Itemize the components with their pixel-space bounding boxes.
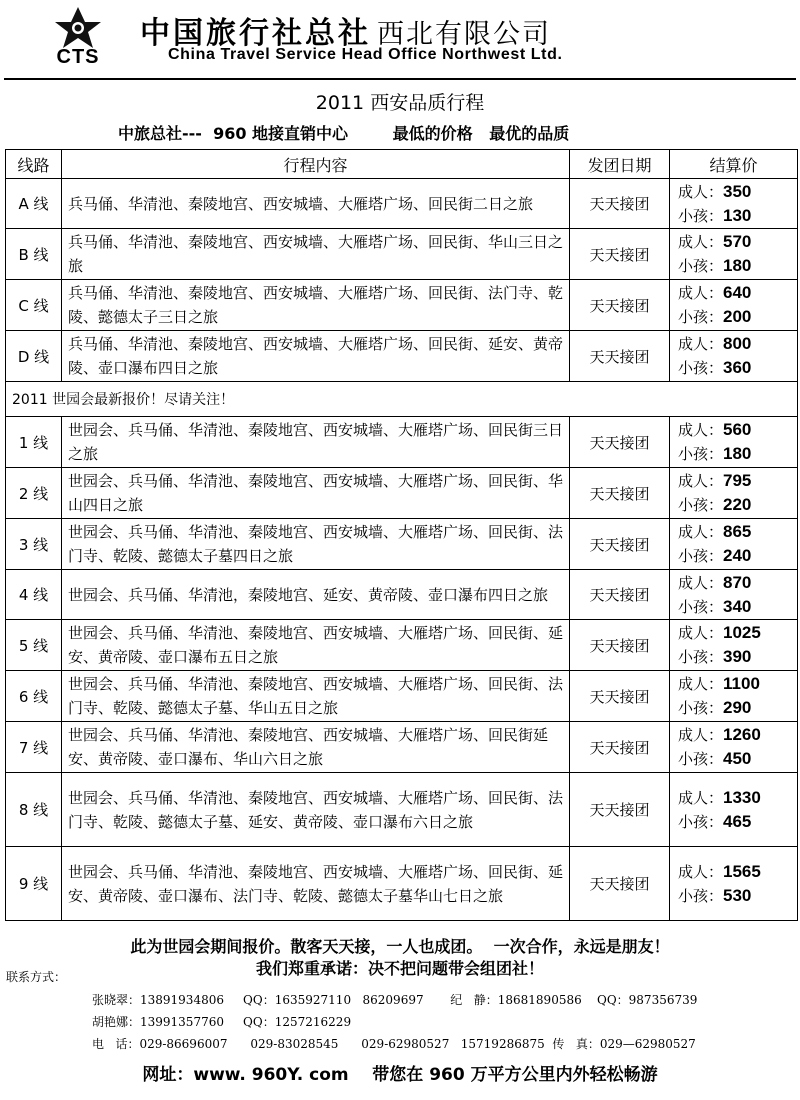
adult-price [678, 281, 797, 305]
adult-price [678, 332, 797, 356]
route-departure: 天天接团 [570, 570, 670, 620]
table-header-row [6, 150, 798, 179]
route-price [670, 417, 798, 468]
child-price [678, 884, 797, 908]
table-row [6, 417, 798, 468]
table-row [6, 847, 798, 921]
route-name: 8 线 [6, 773, 62, 847]
route-itinerary: 兵马俑、华清池、秦陵地宫、西安城墙、大雁塔广场、回民街、华山三日之旅 [62, 229, 570, 280]
child-price [678, 595, 797, 619]
contact-label: 联系方式： [6, 970, 67, 984]
child-label: 小孩： [678, 445, 724, 463]
slogan: 中旅总社--- 960 地接直销中心 最低的价格 最优的品质 [118, 124, 570, 143]
route-departure: 天天接团 [570, 671, 670, 722]
adult-label: 成人： [678, 472, 724, 490]
adult-price-value: 800 [723, 334, 752, 353]
child-label: 小孩： [678, 257, 724, 275]
route-price [670, 570, 798, 620]
child-price-value: 450 [723, 749, 752, 768]
adult-price [678, 571, 797, 595]
route-name: D 线 [6, 331, 62, 382]
adult-price-value: 1260 [723, 725, 761, 744]
child-label: 小孩： [678, 206, 724, 225]
adult-label: 成人： [678, 624, 724, 642]
child-label: 小孩： [678, 547, 724, 565]
company-name-main: 中国旅行社总社 [140, 16, 371, 51]
child-price [678, 442, 797, 466]
table-row [6, 722, 798, 773]
child-label: 小孩： [678, 597, 724, 616]
adult-price-value: 1330 [723, 787, 761, 807]
child-price-value: 130 [723, 205, 752, 225]
notice-row [6, 382, 798, 417]
letterhead [0, 0, 800, 78]
child-price-value: 530 [723, 885, 752, 905]
route-name: A 线 [6, 179, 62, 229]
adult-label: 成人： [678, 335, 724, 353]
child-price-value: 390 [723, 647, 752, 666]
company-name-sub: 西北有限公司 [377, 19, 551, 50]
table-row [6, 280, 798, 331]
routes-table [5, 149, 798, 921]
table-row [6, 229, 798, 280]
route-price [670, 620, 798, 671]
route-itinerary: 兵马俑、华清池、秦陵地宫、西安城墙、大雁塔广场、回民街、法门寺、乾陵、懿德太子三日之旅 [62, 280, 570, 331]
header-itinerary: 行程内容 [62, 150, 570, 179]
child-label: 小孩： [678, 699, 724, 717]
adult-price-value: 570 [723, 232, 752, 251]
route-departure: 天天接团 [570, 847, 670, 921]
child-label: 小孩： [678, 886, 724, 905]
child-price-value: 340 [723, 596, 752, 616]
logo-text: CTS [56, 46, 100, 68]
child-price [678, 544, 797, 568]
route-departure: 天天接团 [570, 179, 670, 229]
child-price [678, 810, 797, 834]
child-price-value: 200 [723, 307, 752, 326]
company-name-en: China Travel Service Head Office Northwest Ltd. [168, 46, 563, 63]
table-row [6, 620, 798, 671]
star-icon [46, 6, 110, 50]
table-row [6, 773, 798, 847]
route-itinerary: 世园会、兵马俑、华清池，秦陵地宫、延安、黄帝陵、壶口瀑布四日之旅 [62, 570, 570, 620]
adult-label: 成人： [678, 421, 724, 439]
adult-price-value: 865 [723, 522, 752, 541]
route-price [670, 468, 798, 519]
route-itinerary: 世园会、兵马俑、华清池、秦陵地宫、西安城墙、大雁塔广场、回民街、法门寺、乾陵、懿德太子墓、延安、黄帝陵、壶口瀑布六日之旅 [62, 773, 570, 847]
route-name: 1 线 [6, 417, 62, 468]
child-price [678, 645, 797, 669]
route-departure: 天天接团 [570, 280, 670, 331]
adult-label: 成人： [678, 862, 724, 881]
adult-label: 成人： [678, 726, 724, 744]
route-departure: 天天接团 [570, 722, 670, 773]
header-price: 结算价 [670, 150, 798, 179]
adult-price [678, 418, 797, 442]
child-label: 小孩： [678, 750, 724, 768]
route-departure: 天天接团 [570, 229, 670, 280]
route-itinerary: 世园会、兵马俑、华清池、秦陵地宫、西安城墙、大雁塔广场、回民街三日之旅 [62, 417, 570, 468]
table-row [6, 671, 798, 722]
route-departure: 天天接团 [570, 773, 670, 847]
header-divider [4, 78, 796, 80]
route-itinerary: 世园会、兵马俑、华清池、秦陵地宫、西安城墙、大雁塔广场、回民街、延安、黄帝陵、壶口瀑布五日之旅 [62, 620, 570, 671]
table-row [6, 179, 798, 229]
adult-label: 成人： [678, 284, 724, 302]
adult-price [678, 786, 797, 810]
adult-price-value: 795 [723, 471, 752, 490]
route-price [670, 179, 798, 229]
child-price-value: 360 [723, 358, 752, 377]
route-name: C 线 [6, 280, 62, 331]
table-row [6, 468, 798, 519]
routes-group-b [6, 417, 798, 921]
route-departure: 天天接团 [570, 519, 670, 570]
child-label: 小孩： [678, 648, 724, 666]
route-name: 7 线 [6, 722, 62, 773]
route-itinerary: 世园会、兵马俑、华清池、秦陵地宫、西安城墙、大雁塔广场、回民街、华山四日之旅 [62, 468, 570, 519]
adult-label: 成人： [678, 675, 724, 693]
route-departure: 天天接团 [570, 417, 670, 468]
notice-text: 2011 世园会最新报价！尽请关注！ [6, 382, 798, 417]
child-price-value: 180 [723, 444, 752, 463]
adult-label: 成人： [678, 182, 724, 201]
child-label: 小孩： [678, 308, 724, 326]
adult-price-value: 1025 [723, 623, 761, 642]
adult-label: 成人： [678, 523, 724, 541]
notice-group [6, 382, 798, 417]
route-name: 3 线 [6, 519, 62, 570]
table-row [6, 331, 798, 382]
table-row [6, 519, 798, 570]
route-price [670, 773, 798, 847]
child-price [678, 696, 797, 720]
adult-price [678, 621, 797, 645]
adult-price [678, 230, 797, 254]
child-price [678, 493, 797, 517]
route-name: 4 线 [6, 570, 62, 620]
footer-promise: 我们郑重承诺：决不把问题带会组团社！ [255, 959, 544, 978]
adult-price-value: 1100 [723, 674, 760, 693]
child-price-value: 465 [723, 811, 752, 831]
route-name: 5 线 [6, 620, 62, 671]
adult-label: 成人： [678, 788, 724, 807]
child-price [678, 356, 797, 380]
child-price-value: 240 [723, 546, 752, 565]
routes-group-a [6, 179, 798, 382]
route-price [670, 847, 798, 921]
adult-price [678, 469, 797, 493]
route-departure: 天天接团 [570, 620, 670, 671]
contact-line: 胡艳娜：13991357760 QQ：1257216229 [92, 1015, 352, 1029]
route-itinerary: 世园会、兵马俑、华清池、秦陵地宫、西安城墙、大雁塔广场、回民街、法门寺、乾陵、懿德太子墓四日之旅 [62, 519, 570, 570]
adult-price-value: 640 [723, 283, 752, 302]
child-price [678, 747, 797, 771]
website-line: 网址：www. 960Y. com 带您在 960 万平方公里内外轻松畅游 [142, 1065, 658, 1085]
header-departure: 发团日期 [570, 150, 670, 179]
route-itinerary: 兵马俑、华清池、秦陵地宫、西安城墙、大雁塔广场、回民街二日之旅 [62, 179, 570, 229]
child-label: 小孩： [678, 496, 724, 514]
adult-price [678, 723, 797, 747]
adult-price-value: 350 [723, 181, 752, 201]
child-label: 小孩： [678, 812, 724, 831]
route-name: 2 线 [6, 468, 62, 519]
child-price-value: 220 [723, 495, 752, 514]
child-price [678, 204, 797, 228]
page-title: 2011 西安品质行程 [315, 92, 485, 114]
route-departure: 天天接团 [570, 331, 670, 382]
route-name: 9 线 [6, 847, 62, 921]
contact-line: 电 话：029-86696007 029-83028545 029-62980527 15719286875 传 真：029—62980527 [92, 1037, 696, 1051]
adult-price [678, 672, 797, 696]
route-departure: 天天接团 [570, 468, 670, 519]
header-route: 线路 [6, 150, 62, 179]
adult-label: 成人： [678, 233, 724, 251]
adult-price-value: 1565 [723, 861, 761, 881]
route-price [670, 722, 798, 773]
cts-logo [36, 6, 120, 70]
route-name: B 线 [6, 229, 62, 280]
adult-price [678, 520, 797, 544]
adult-price-value: 870 [723, 572, 752, 592]
child-price-value: 290 [723, 698, 752, 717]
adult-price [678, 860, 797, 884]
route-itinerary: 世园会、兵马俑、华清池、秦陵地宫、西安城墙、大雁塔广场、回民街、延安、黄帝陵、壶口瀑布、法门寺、乾陵、懿德太子墓华山七日之旅 [62, 847, 570, 921]
route-itinerary: 世园会、兵马俑、华清池、秦陵地宫、西安城墙、大雁塔广场、回民街延安、黄帝陵、壶口瀑布、华山六日之旅 [62, 722, 570, 773]
child-label: 小孩： [678, 359, 724, 377]
contact-line: 张晓翠：13891934806 QQ：1635927110 86209697 纪 静：18681890586 QQ：987356739 [92, 993, 698, 1007]
route-price [670, 671, 798, 722]
route-price [670, 229, 798, 280]
route-name: 6 线 [6, 671, 62, 722]
child-price [678, 305, 797, 329]
child-price [678, 254, 797, 278]
route-price [670, 280, 798, 331]
child-price-value: 180 [723, 256, 752, 275]
route-price [670, 331, 798, 382]
route-itinerary: 兵马俑、华清池、秦陵地宫、西安城墙、大雁塔广场、回民街、延安、黄帝陵、壶口瀑布四日之旅 [62, 331, 570, 382]
footer-note: 此为世园会期间报价。散客天天接，一人也成团。 一次合作，永远是朋友！ [130, 937, 670, 956]
adult-price-value: 560 [723, 420, 752, 439]
route-itinerary: 世园会、兵马俑、华清池、秦陵地宫、西安城墙、大雁塔广场、回民街、法门寺、乾陵、懿德太子墓、华山五日之旅 [62, 671, 570, 722]
route-price [670, 519, 798, 570]
adult-label: 成人： [678, 573, 724, 592]
table-row [6, 570, 798, 620]
adult-price [678, 180, 797, 204]
